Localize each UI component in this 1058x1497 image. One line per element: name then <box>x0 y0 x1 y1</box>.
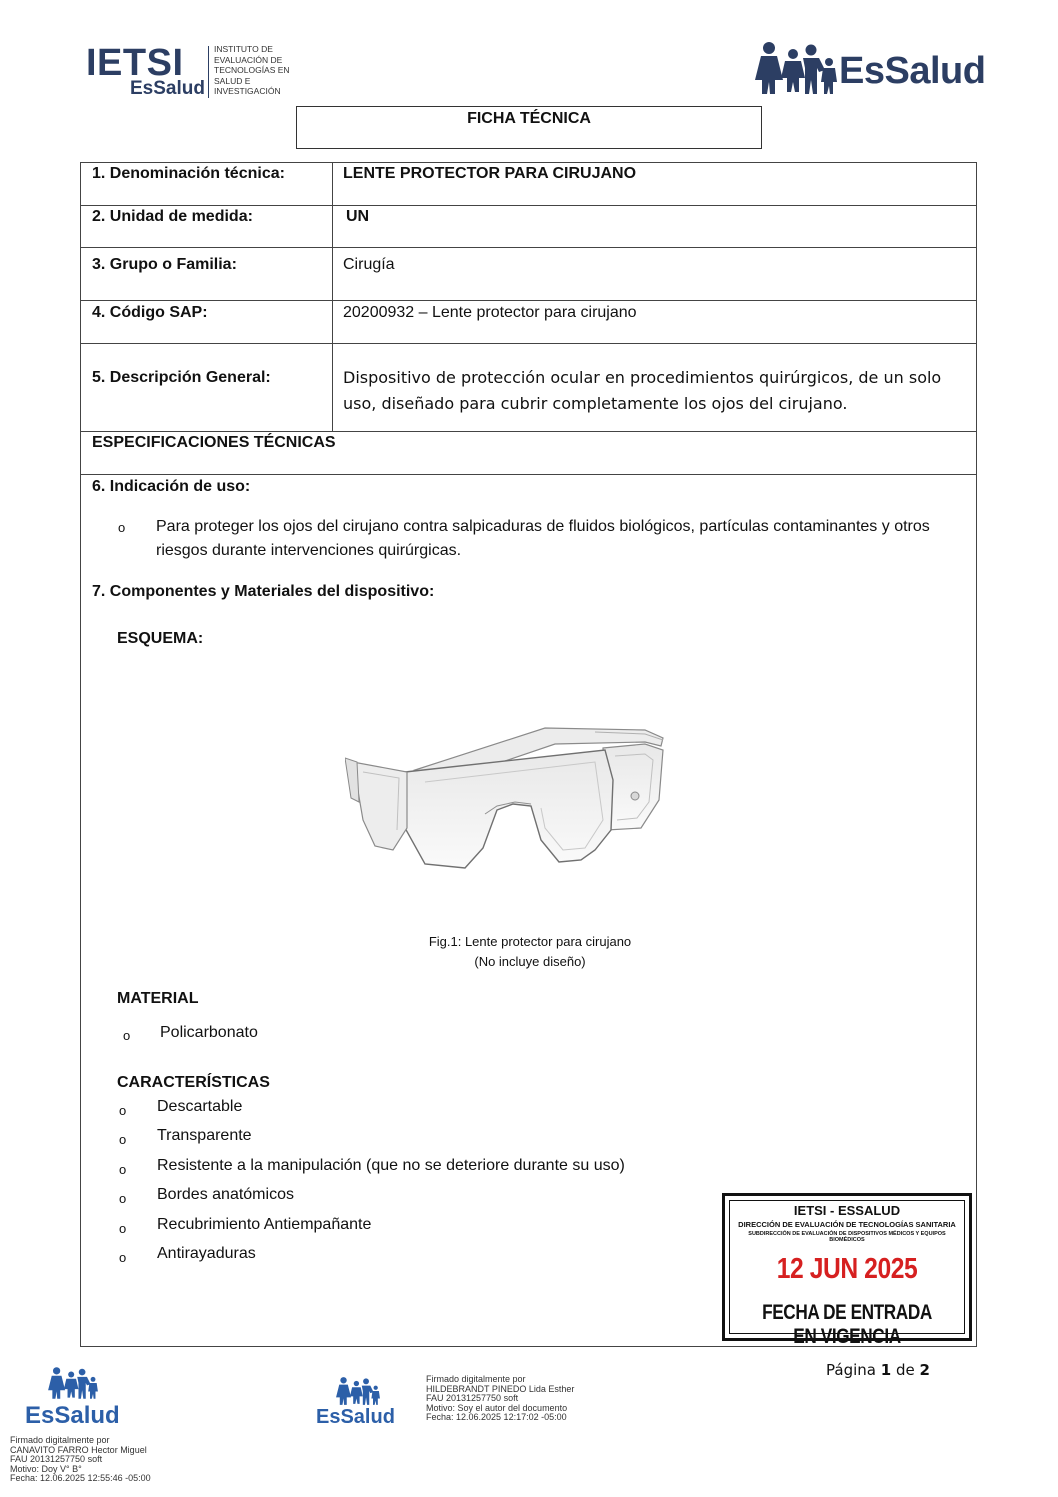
family-figures-icon <box>755 40 837 96</box>
family-figures-icon <box>47 1366 99 1400</box>
feature-item: Transparente <box>157 1127 252 1144</box>
essalud-footer-logo <box>25 1366 125 1432</box>
essalud-logo-word: EsSalud <box>839 50 986 92</box>
stamp-subdirection: SUBDIRECCIÓN DE EVALUACIÓN DE DISPOSITIVOS MÉDICOS Y EQUIPOS BIOMÉDICOS <box>748 1231 946 1243</box>
figure-caption-line2: (No incluye diseño) <box>474 954 586 969</box>
bullet-marker: o <box>119 1221 127 1236</box>
stamp-date: 12 JUN 2025 <box>776 1253 918 1285</box>
feature-item: Antirayaduras <box>157 1245 256 1262</box>
material-item: Policarbonato <box>160 1024 258 1041</box>
material-title: MATERIAL <box>117 990 199 1007</box>
ietsi-institute-text: INSTITUTO DE EVALUACIÓN DE TECNOLOGÍAS EN SALUD E INVESTIGACIÓN <box>214 44 290 96</box>
essalud-footer-logo-2 <box>316 1376 406 1430</box>
bullet-marker: o <box>119 1103 127 1118</box>
table-row-value: UN <box>346 208 370 225</box>
table-divider <box>80 431 977 432</box>
components-title: 7. Componentes y Materiales del dispositivo: <box>92 583 435 600</box>
bullet-marker: o <box>118 520 126 535</box>
stamp-org: IETSI - ESSALUD <box>793 1203 901 1218</box>
bullet-marker: o <box>119 1191 127 1206</box>
table-divider <box>80 343 977 344</box>
schema-title: ESQUEMA: <box>117 630 204 647</box>
table-row-label: 1. Denominación técnica: <box>92 165 285 182</box>
digital-signature-left: Firmado digitalmente por CANAVITO FARRO Hector Miguel FAU 20131257750 soft Motivo: Doy V° B° Fecha: 12.06.2025 12:55:46 -05:00 <box>10 1435 151 1483</box>
digital-signature-right: Firmado digitalmente por HILDEBRANDT PINEDO Lida Esther FAU 20131257750 soft Motivo: Soy el autor del documento Fecha: 12.06.2025 12:17:02 -05:00 <box>426 1374 575 1422</box>
table-row-value: 20200932 – Lente protector para cirujano <box>343 304 637 321</box>
safety-glasses-illustration <box>345 710 675 875</box>
table-row-label: 4. Código SAP: <box>92 304 208 321</box>
table-row-value: Cirugía <box>343 256 395 273</box>
figure-caption-line1: Fig.1: Lente protector para cirujano <box>428 934 632 949</box>
stamp-caption: FECHA DE ENTRADA EN VIGENCIA <box>762 1301 932 1348</box>
indication-title: 6. Indicación de uso: <box>92 478 251 495</box>
essalud-footer-word: EsSalud <box>25 1402 120 1429</box>
family-figures-icon <box>336 1376 380 1406</box>
table-row-label: 2. Unidad de medida: <box>92 208 253 225</box>
table-row-value: Dispositivo de protección ocular en procedimientos quirúrgicos, de un solo uso, diseñado para cubrir completamente los ojos del cirujano. <box>343 368 942 413</box>
table-divider <box>80 247 977 248</box>
table-row-label: 3. Grupo o Familia: <box>92 256 237 273</box>
bullet-marker: o <box>123 1028 131 1043</box>
essalud-footer-word: EsSalud <box>316 1406 395 1428</box>
feature-item: Bordes anatómicos <box>157 1186 294 1203</box>
specs-title: ESPECIFICACIONES TÉCNICAS <box>92 434 336 451</box>
table-divider <box>80 205 977 206</box>
stamp-direction: DIRECCIÓN DE EVALUACIÓN DE TECNOLOGÍAS SANITARIA <box>738 1220 956 1229</box>
table-divider <box>80 300 977 301</box>
table-row-value: LENTE PROTECTOR PARA CIRUJANO <box>343 165 637 182</box>
table-divider <box>80 474 977 475</box>
table-row-label: 5. Descripción General: <box>92 369 271 386</box>
feature-item: Descartable <box>157 1098 243 1115</box>
validity-stamp <box>722 1193 972 1348</box>
essalud-logo <box>755 40 985 100</box>
document-title: FICHA TÉCNICA <box>467 110 591 127</box>
bullet-marker: o <box>119 1132 127 1147</box>
bullet-marker: o <box>119 1162 127 1177</box>
page-number: Página 1 de 2 <box>826 1361 930 1379</box>
document-title-box <box>296 106 762 149</box>
stamp-inner-border <box>729 1200 965 1348</box>
bullet-marker: o <box>119 1250 127 1265</box>
indication-text: Para proteger los ojos del cirujano contra salpicaduras de fluidos biológicos, partículas contaminantes y otros riesgos durante intervenciones quirúrgicas. <box>156 518 930 559</box>
feature-item: Recubrimiento Antiempañante <box>157 1216 372 1233</box>
feature-item: Resistente a la manipulación (que no se deteriore durante su uso) <box>157 1157 625 1174</box>
ietsi-logo-main: IETSI <box>86 42 184 84</box>
ietsi-logo-separator <box>208 46 209 98</box>
ietsi-logo <box>86 42 316 102</box>
table-column-divider <box>332 162 333 431</box>
ietsi-logo-sub: EsSalud <box>130 78 205 99</box>
features-title: CARACTERÍSTICAS <box>117 1074 270 1091</box>
